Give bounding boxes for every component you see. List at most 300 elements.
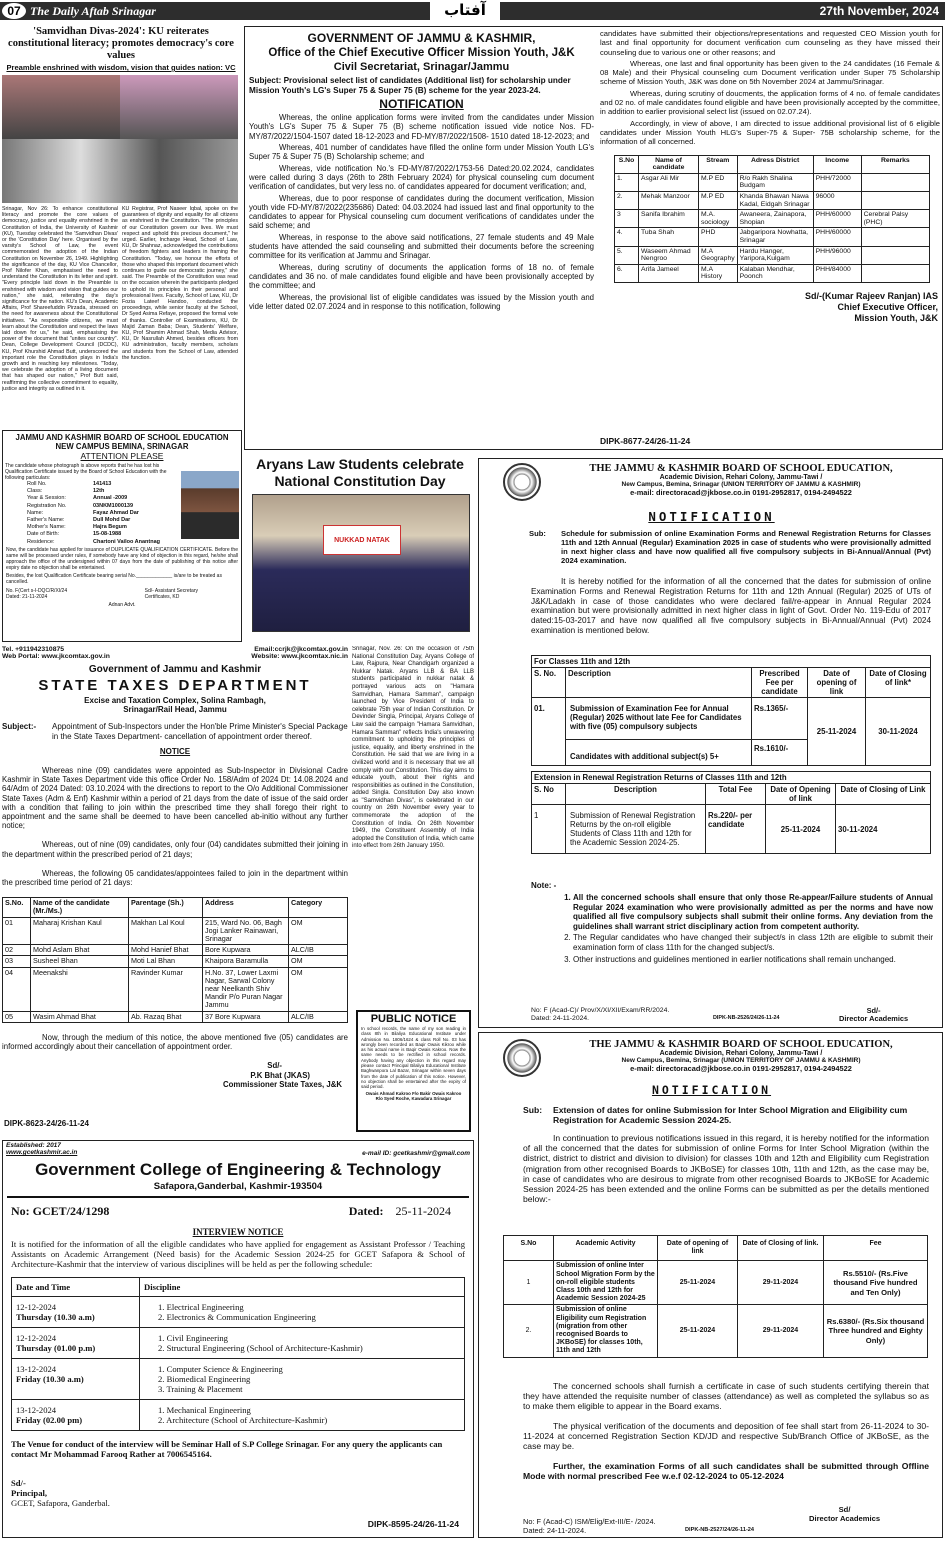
- cell: 2.: [504, 1305, 554, 1357]
- cell: PHD: [699, 228, 738, 246]
- ku-article-col2: KU Registrar, Prof Naseer Iqbal, spoke on the guarantees of dignity and equality for all citizens as enshrined in the Constitution. "The principles of our Constitution govern our lives. We must respect and uphold this precious document," he urged. Earlier, Incharge Head, School of Law, KU, Dr Shahnaz, acknowledged the contributions of freedom fighters and leaders in framing the Constitution. "Today, we honour the efforts of those who shaped this important document which continues to guide our democratic journey," she said. The Preamble of the Constitution was read on the occasion wherein the participants pledged to uphold its principles in their personal and professional lives. Faculty, School of Law, KU, Dr Fozia Lateef Handoo, conducted the proceedings, while senior faculty at the School, Dr Syed Asima Refaye, proposed the formal vote of thanks. Controller of Examinations, KU, Dr Majid Zaman Baba; Dean, Students' Welfare, KU, Prof Shamim Ahmad Shah, Media Advisor, KU, Dr Nasrullah Ahmed, besides officers from KU administration, faculty members, scholars and students from the School of Law, attended the function.: [122, 206, 239, 361]
- gcet-email: e-mail ID: gcetkashmir@gmail.com: [362, 1150, 470, 1157]
- cell: PHH/96000: [813, 246, 861, 264]
- table-row: [504, 1261, 928, 1305]
- aryans-article-body: [352, 646, 474, 1002]
- cell: OM: [289, 917, 348, 945]
- ku-article-title: 'Samvidhan Divas-2024': KU reiterates constitutional literacy; promotes democracy's core values: [8, 26, 234, 61]
- table-header: Remarks: [861, 155, 929, 173]
- jka-adnan: Adnan Advt.: [108, 601, 136, 608]
- field-label: Registration No.: [27, 502, 67, 509]
- table-row: [12, 1400, 465, 1431]
- jb2-h2: Academic Division, Rehari Colony, Jammu-Tawi /: [659, 1050, 823, 1057]
- jb2-sub: Extension of dates for online Submission for Inter School Migration and Eligibility cum Registration for Academic Session 2024-25.: [553, 1105, 908, 1125]
- my-dipk: DIPK-8677-24/26-11-24: [600, 436, 691, 446]
- table-row: [12, 1328, 465, 1359]
- table-header: S. No: [532, 784, 566, 805]
- jkbose-migration-notice: [478, 1032, 943, 1538]
- cell: Maharaj Krishan Kaul: [31, 917, 129, 945]
- public-notice: [356, 1010, 471, 1132]
- cell: 30-11-2024: [866, 698, 931, 766]
- jb2-h4: e-mail: directoracad@jkbose.co.in 0191-2952817, 0194-2494522: [630, 1064, 852, 1073]
- gcet-date: 12-12-2024: [16, 1333, 57, 1343]
- cell: Makhan Lal Koul: [129, 917, 203, 945]
- cell: 29-11-2024: [738, 1305, 824, 1357]
- cell: Tuba Shah: [639, 228, 699, 246]
- cell: ALC/IB: [289, 945, 348, 956]
- table-row: [12, 1359, 465, 1400]
- table-header: Total Fee: [706, 784, 766, 805]
- aryans-photo: [252, 494, 470, 632]
- cell: [861, 191, 929, 209]
- cell: 4.: [615, 228, 639, 246]
- cell: Submission of Examination Fee for Annual (Regular) 2025 without late Fee for Candidates with five (05) compulsory subjects: [566, 698, 752, 740]
- jb1-dipk: DIPK-NB-2526/24/26-11-24: [713, 1015, 780, 1021]
- cell: Waseem Ahmad Nengroo: [639, 246, 699, 264]
- table-row: [615, 191, 930, 209]
- cell: [861, 228, 929, 246]
- table-row: [532, 698, 931, 740]
- cell: Mehak Manzoor: [639, 191, 699, 209]
- table-row: [615, 246, 930, 264]
- jka-intro: The candidate whose photograph is above reports that he has lost his Qualification Certificate issued by the Board of School Education with the following particulars:: [5, 463, 167, 481]
- table-row: [3, 967, 348, 1011]
- ku-event-photo: [2, 75, 238, 203]
- jka-sd: Sd/- Assistant Secretary: [144, 587, 198, 594]
- table-header-row: [504, 1236, 928, 1261]
- cell: 29-11-2024: [738, 1261, 824, 1305]
- my-right-para: Whereas, during scrutiny of doucments, the application forms of 4 no. of female candidates and 02 no. of male candidates found eligible and have been provisionally accepted by the committee, in addition to earlier provisional select list (issued on 02.07.24).: [600, 88, 940, 117]
- cell: 2.: [615, 191, 639, 209]
- gcet-discipline: 2. Electronics & Communication Engineering: [158, 1312, 316, 1322]
- ku-article-col1: Srinagar, Nov 26: To enhance constitutional literacy and promote the core values of democracy, justice and equality enshrined in the Constitution of India, the University of Kashmir (KU), Tuesday celebrated the 'Samvidhan Divas' or the 'Constitution Day' here. Organised by the varsity's School of Law, the event commemorated the adoption of the Indian Constitution on November 26, 1949. Highlighting the significance of the day, KU Vice Chancellor, Prof Nilofer Khan, emphasised the need to understand the Constitution in its letter and spirit. "Every principle laid down in the Preamble is enshrined with wisdom and vision that guides our nation," she said, reiterating the day's significance for the nation. KU's Dean, Academic Affairs, Prof Shareefuddin Pirzada, stressed on the need for awareness about the Constitutional initiatives. "As responsible citizens, we must learn about the Constitution and respect the laws laid down for us," he said, emphasising the power of the document that "unites our country". Dean, College Development Council (DCDC), KU, Prof Khurshid Ahmad Butt, underscored the important role the Constitution plays in India's growth and in reaching key milestones. "Today, we celebrate the adoption of a living document that has shaped our nation," Prof Butt said, reaffirming the collective commitment to equality, justice and integrity as outlined in it.: [2, 206, 118, 392]
- st-sign: P.K Bhat (JKAS): [250, 1070, 310, 1080]
- gcet-date: 13-12-2024: [16, 1364, 57, 1374]
- pn-sign: Owais Ahmad Kakroo F/o Bakir Owais Kakroo: [365, 1090, 462, 1096]
- my-h3: Civil Secretariat, Srinagar/Jammu: [333, 61, 510, 73]
- my-para: Whereas, the provisional list of eligible candidates was issued by the Mission youth and vide letter dated 02.07.2024 and in response to this notification, following: [249, 292, 594, 311]
- table-header-row: [532, 668, 931, 698]
- cell: 37 Bore Kupwara: [203, 1011, 289, 1022]
- my-paras: [249, 113, 594, 311]
- gcet-discipline: 2. Architecture (School of Architecture-Kashmir): [158, 1415, 328, 1425]
- gcet-title: Government College of Engineering & Technology: [35, 1160, 441, 1179]
- field-value: 15-08-1988: [93, 531, 122, 538]
- table-header: Description: [566, 668, 752, 698]
- cell: Kalaban Mendhar, Poonch: [737, 264, 813, 282]
- aryans-body: Srinagar, Nov. 26: On the occasion of 75th National Constitution Day, Aryans College of Law, Rajpura, Near Chandigarh organized a Nukkar Natak. Aryans LLB & BA LLB students participated in nukkar natak & portrayed various acts on "Hamara Samvidhan, Hamara Samman", campaign launched by Vice President of India to celebrate 75th year of Indian Constitution. Dr Devinder Singla, Principal, Aryans College of Law said the campaign "Hamara Samvidhan, Hamara Samman" reflects India's unwavering commitment to upholding the principles of justice, equality, and liberty enshrined in the Constitution. He said that we are living in a civilized world and it is necessary that we all comply with our Constitution. This day aims to educate youth, about their rights and responsibilities as outlined in the Constitution, added Singla. Constitution Day also known as "Samvidhan Divas", is celebrated in our country on 26th November every year to commemorate the adoption of the Constitution of India. On 26th November 1949, the Constituent Assembly of India adopted the Constitution of India, which came into effect from 26th January 1950.: [352, 646, 474, 850]
- jkbose-logo: [503, 1039, 541, 1077]
- gcet-time: Friday (02.00 pm): [16, 1415, 83, 1425]
- cell: 25-11-2024: [658, 1261, 738, 1305]
- cell: [861, 173, 929, 191]
- jb2-no: No: F (Acad-C) ISM/Elig/Ext-III/E- /2024.: [523, 1517, 656, 1526]
- cell: Rs.6380/- (Rs.Six thousand Three hundred and Eighty Only): [824, 1305, 928, 1357]
- st-p4: Now, through the medium of this notice, the above mentioned five (05) candidates are informed accordingly about their cancellation of appointment order.: [2, 1032, 348, 1052]
- table-header: S.No.: [3, 898, 31, 917]
- st-h1: Government of Jammu and Kashmir: [88, 664, 262, 675]
- table-header: Discipline: [140, 1278, 465, 1297]
- st-website: Website: www.jkcomtax.nic.in: [251, 653, 348, 660]
- jb2-h1: THE JAMMU & KASHMIR BOARD OF SCHOOL EDUCATION,: [589, 1039, 893, 1050]
- jkbose-attention-notice: [2, 430, 242, 642]
- my-para: Whereas, 401 number of candidates have filled the online form under Mission Youth LG's Super 75 & Super 75 (B) Scholarship scheme; and: [249, 143, 594, 162]
- cell: Mohd Hanief Bhat: [129, 945, 203, 956]
- cell: 1: [532, 805, 566, 854]
- my-para: Whereas, due to poor response of candidates during the document verification, Mission youth vide FD-MY/87/2022(235686) Dated: 04.03.2024 had issued last and final opportunity to the candidates to appear for Physical counseling cum document verifications of candidates under the said scheme; and: [249, 193, 594, 231]
- jb1-table2: [531, 771, 931, 854]
- ku-article-subtitle: Preamble enshrined with wisdom, vision that guides nation: VC: [6, 63, 236, 72]
- table-caption: Extension in Renewal Registration Returns of Classes 11th and 12th: [532, 772, 931, 784]
- jb2-sd: Sd/: [838, 1505, 851, 1514]
- field-label: Date of Birth:: [27, 531, 60, 538]
- jkbose-exam-notice: [478, 458, 943, 1028]
- my-sign1: Sd/-(Kumar Rajeev Ranjan) IAS: [804, 290, 938, 301]
- aryans-title: Aryans Law Students celebrate National Constitution Day: [256, 456, 464, 489]
- paper-logo: آفتاب: [430, 0, 500, 22]
- my-notification-title: NOTIFICATION: [379, 97, 464, 112]
- cell: M.A. sociology: [699, 210, 738, 228]
- table-header: S. No.: [532, 668, 566, 698]
- jka-h3: ATTENTION PLEASE: [80, 451, 164, 461]
- my-para: Whereas, in response to the above said notifications, 27 female students and 49 Male students have attended the said counseling and submitted their documents before the screening committee for its verification at Jammu and Srinagar.: [249, 232, 594, 261]
- table-row: [3, 945, 348, 956]
- table-header-row: [615, 155, 930, 173]
- field-value: 141413: [93, 481, 112, 487]
- field-label: Residence:: [27, 538, 55, 545]
- pn-body: In school records, the name of my son reading in class 8th in Bilaliya Educational Institute under Admission No. 1806/1624 & class Roll No. 03 has wrongly been recorded as Baqir Owais Kikroo while as his actual name is Baqir Owais Kakroo. Now the same needs to be rectified in school records. Anybody having any objection in this regard may please contact Principal Bilaliya Educational Institute Baghwanpora Lal Bazar, Srinagar within seven days from the date of publication of this notice. However, no objection shall be entertained after the expiry of said period.: [361, 1026, 466, 1090]
- table-header: Name of candidate: [639, 155, 699, 173]
- field-value: Annual -2009: [93, 495, 128, 502]
- st-sign2: Commissioner State Taxes, J&K: [222, 1080, 342, 1090]
- cell: Cerebral Palsy (PHC): [861, 210, 929, 228]
- gcet-dipk: DIPK-8595-24/26-11-24: [367, 1519, 459, 1529]
- gcet-discipline: 1. Electrical Engineering: [158, 1302, 244, 1312]
- jb1-notes: [561, 893, 933, 964]
- aryans-banner-text: NUKKAD NATAK: [334, 537, 390, 544]
- st-h4: Srinagar/Rail Head, Jammu: [123, 705, 227, 714]
- cell: 25-11-2024: [658, 1305, 738, 1357]
- gcet-notice-title: INTERVIEW NOTICE: [192, 1227, 284, 1237]
- gcet-sign2: GCET, Safapora, Ganderbal.: [11, 1497, 110, 1508]
- gcet-discipline: 1. Mechanical Engineering: [158, 1405, 251, 1415]
- jb2-sub-label: Sub:: [523, 1105, 543, 1115]
- cell: Rs.1365/-: [752, 698, 808, 740]
- gcet-notice: [2, 1140, 474, 1538]
- my-para: Whereas, during scrutiny of documents the application forms of 18 no. of female candidates and 36 no. of male candidates found eligible and have been provisionally accepted by the committee; and: [249, 262, 594, 291]
- gcet-venue: The Venue for conduct of the interview will be Seminar Hall of S.P College Srinagar. For any query the applicants can contact Mr Mohammad Farooq Rather at 7006545164.: [11, 1439, 443, 1460]
- cell: [861, 246, 929, 264]
- cell: Arifa Jameel: [639, 264, 699, 282]
- table-row: [615, 173, 930, 191]
- table-header-row: [3, 898, 348, 917]
- my-subject: Subject: Provisional select list of candidates (Additional list) for scholarship under Mission Youth's LG's Super 75 & Super 75 (B) scheme for the year 2023-24.: [249, 76, 571, 95]
- aryans-article: [246, 454, 474, 644]
- table-header: Date of opening of link: [658, 1236, 738, 1261]
- table-row: [615, 264, 930, 282]
- field-label: Father's Name:: [27, 517, 65, 524]
- cell: Submission of online Inter School Migration Form by the on-roll eligible students Class 10th and 12th for Academic Session 2024-25: [554, 1261, 658, 1305]
- cell: Awaneera, Zainapora, Shopian: [737, 210, 813, 228]
- st-tel: Tel. +911942310875: [2, 646, 65, 653]
- jka-body: Now, the candidate has applied for issuance of DUPLICATE QUALIFICATION CERTIFICATE. Before the same will be processed under rules, if somebody have any kind of objection in this regard, he/she shall approach the office of the undersigned within 07 days from the date of publishing of this notice after expiry date no objection shall be entertained.: [6, 546, 238, 571]
- table-header-row: [12, 1278, 465, 1297]
- field-label: Class:: [27, 488, 43, 495]
- field-label: Mother's Name:: [27, 524, 66, 531]
- table-row: [532, 805, 931, 854]
- cell: Rs.1610/-: [752, 740, 808, 766]
- jb1-sd: Sd/-: [866, 1006, 881, 1015]
- st-subject: Appointment of Sub-Inspectors under the Hon'ble Prime Minister's Special Package in the State Taxes Department- cancellation of appointment order thereof.: [52, 722, 348, 741]
- my-right-para: candidates have submitted their objections/representations and requested CEO Mission youth for last and final opportunity for document verification cum counseling as they have missed their counseling due to various one or other reasons; and: [600, 29, 940, 57]
- my-para: Whereas, vide notification No.'s FD-MY/87/2022/1753-56 Dated:20.02.2024, candidates were called during 3 days (26th to 28th February 2024) for physical counseling cum document verification of candidates, but very less no. of candidates appeared for document verification; and,: [249, 163, 594, 192]
- cell: ALC/IB: [289, 1011, 348, 1022]
- jb1-note: 1. All the concerned schools shall ensure that only those Re-appear/Failure students of Annual Regular 2024 examination who were provisionally admitted as per the norms and have now qualified all five compulsory subjects shall submit their online forms. Any deviation from the guidelines shall warrant strict disciplinary action from competent authority.: [573, 893, 933, 931]
- gcet-web: www.gcetkashmir.ac.in: [6, 1149, 78, 1156]
- table-header: Fee: [824, 1236, 928, 1261]
- cell: 1: [504, 1261, 554, 1305]
- cell: 25-11-2024: [808, 698, 866, 766]
- jb1-table1: [531, 655, 931, 766]
- jb1-no: No: F (Acad-C)/ Prov/X/XI/XII/Exam/RR/2024.: [531, 1007, 670, 1014]
- jb1-sub: Schedule for submission of online Examination Forms and Renewal Registration Returns for Classes 11th and 12th Annual (Regular) Examination 2025 in case of students who were provisionally admitted in next higher class and have now qualified all five compulsory subjects in Bi-Annual/Annual (Pvt) 2024 examination.: [561, 529, 931, 565]
- my-h1: GOVERNMENT OF JAMMU & KASHMIR,: [307, 31, 536, 45]
- jb2-table: [503, 1235, 928, 1358]
- st-p1: Whereas nine (09) candidates were appointed as Sub-Inspector in Divisional Cadre Kashmir in State Taxes Department vide this office Order No. 158/Adm of 2024 Dt: 14.08.2024 and 64/Adm of 2024 Dated: 03.10.2024 with the directions to report to the O/o Additional Commissioner State Taxes (Adm & Enf) Kashmir within a period of 21 days from the date of issue of the said order with a condition that failing to join within the prescribed time they shall forego their right to appointment and the same shall be deemed to have been cancelled ab-initio without any further notice;: [2, 766, 348, 831]
- st-candidates-table: [2, 897, 348, 1023]
- field-label: Year & Session:: [27, 495, 66, 502]
- cell: Khanda Bhawan Nawa Kadal, Eidgah Srinagar: [737, 191, 813, 209]
- cell: 01.: [532, 698, 566, 766]
- table-header: Stream: [699, 155, 738, 173]
- cell: PHH/60000: [813, 228, 861, 246]
- cell: M.A History: [699, 264, 738, 282]
- cell: 1.: [615, 173, 639, 191]
- cell: Rs.220/- per candidate: [706, 805, 766, 854]
- jb2-h3: New Campus, Bemina, Srinagar (UNION TERRITORY OF JAMMU & KASHMIR): [621, 1057, 861, 1064]
- cell: Ravinder Kumar: [129, 967, 203, 1011]
- jka-no: No. F(Cert s-I-DQC/R/XI/24: [6, 587, 68, 594]
- st-h3: Excise and Taxation Complex, Solina Rambagh,: [84, 696, 266, 705]
- my-sign2: Chief Executive Officer,: [837, 301, 938, 312]
- cell: Wasim Ahmad Bhat: [31, 1011, 129, 1022]
- gcet-date: 12-12-2024: [16, 1302, 57, 1312]
- table-header: Category: [289, 898, 348, 917]
- gcet-time: Thursday (01.00 p.m): [16, 1343, 96, 1353]
- paper-name: The Daily Aftab Srinagar: [30, 4, 156, 18]
- jb1-dated: Dated: 24-11-2024.: [531, 1015, 590, 1022]
- cell: Rs.5510/- (Rs.Five thousand Five hundred and Ten Only): [824, 1261, 928, 1305]
- field-label: Roll No.: [27, 481, 47, 487]
- st-notice-title: NOTICE: [159, 747, 191, 756]
- gcet-discipline: 1. Civil Engineering: [158, 1333, 228, 1343]
- pn-title: PUBLIC NOTICE: [370, 1013, 457, 1025]
- table-header: Academic Activity: [554, 1236, 658, 1261]
- gcet-dated-label: Dated:: [348, 1204, 384, 1218]
- st-subject-label: Subject:-: [2, 722, 37, 731]
- field-value: 03NKM1000139: [93, 502, 134, 509]
- gcet-sd: Sd/-: [11, 1477, 26, 1488]
- jb1-body: It is hereby notified for the information of all the concerned that the dates for submission of online Examination Forms and Renewal Registration Returns for 11th and 12th Annual (Regular) 2025 of UTs of J&K/Ladakh in case of those candidates who were declared fail/re-appear in Annual Regular 2024 examination but were provisionally admitted in next higher class in light of Govt. Order No. 119-Edu of 2017 dated:15-03-2017 and have now qualified all five compulsory subjects in Bi-Annual/Annual (Pvt) 2024 examination is mentioned below.: [531, 577, 931, 635]
- jb1-h1: THE JAMMU & KASHMIR BOARD OF SCHOOL EDUCATION,: [589, 463, 893, 474]
- field-value: Chartoni Vailoo Anantnag: [93, 538, 161, 545]
- table-header: Date of opening of link: [808, 668, 866, 698]
- cell: 01: [3, 917, 31, 945]
- candidate-photo: [181, 471, 239, 539]
- jb1-h3: New Campus, Bemina, Srinagar (UNION TERRITORY OF JAMMU & KASHMIR): [621, 481, 861, 488]
- cell: PHH/84000: [813, 264, 861, 282]
- jka-h1: JAMMU AND KASHMIR BOARD OF SCHOOL EDUCATION: [15, 433, 229, 442]
- table-row: [504, 1305, 928, 1357]
- jb1-note-label: Note: -: [531, 881, 557, 890]
- pn-addr: R/o Syed Roche, Kawadara Srinagar: [375, 1096, 452, 1102]
- table-row: [3, 1011, 348, 1022]
- jb2-sign: Director Academics: [809, 1514, 881, 1523]
- cell: Sanifa Ibrahim: [639, 210, 699, 228]
- cell: 5.: [615, 246, 639, 264]
- gcet-discipline: 3. Training & Placement: [158, 1384, 243, 1394]
- masthead: [0, 0, 945, 22]
- paper-date: 27th November, 2024: [819, 4, 939, 18]
- st-dipk: DIPK-8623-24/26-11-24: [4, 1119, 89, 1128]
- table-header: Date of Closing of Link: [836, 784, 931, 805]
- cell: Ab. Razaq Bhat: [129, 1011, 203, 1022]
- state-taxes-notice: [2, 646, 348, 1132]
- gcet-time: Friday (10.30 a.m): [16, 1374, 84, 1384]
- cell: Submission of online Eligibility cum Registration (migration from other recognised Boards to JKBoSE) for classes 10th, 11th and 12th: [554, 1305, 658, 1357]
- gcet-date: 13-12-2024: [16, 1405, 57, 1415]
- page-number: 07: [2, 3, 26, 19]
- jb2-p1: The concerned schools shall furnish a certificate in case of such students certifying therein that they have attended the requisite number of classes (attendance) as well as completed the syllabus so as to make them eligible to appear in the Board exams.: [523, 1381, 929, 1412]
- cell: 02: [3, 945, 31, 956]
- gcet-discipline: 2. Structural Engineering (School of Architecture-Kashmir): [158, 1343, 363, 1353]
- jb2-body: In continuation to previous notifications issued in this regard, it is hereby notified for the information of all the concerned that the dates for submission of online Forms for Inter School Migration (within the district, district to district and division to division) for classes 10th and 12th and Eligibility cum Registration (migration from other recognised Boards to JKBoSE) for classes 10th, 11th and 12th, as the case may be, in case of candidates who are desirous to migrate from other recognised Boards to JKBoSE for Academic Session 2024-25 has been extended and the online Forms can be submitted as per the details mentioned below:-: [523, 1133, 929, 1205]
- cell: Jabgaripora Nowhatta, Srinagar: [737, 228, 813, 246]
- jb2-dipk: DIPK-NB-2527/24/26-11-24: [685, 1527, 755, 1533]
- cell: M.P ED: [699, 173, 738, 191]
- jb1-h4: e-mail: directoracad@jkbose.co.in 0191-2952817, 0194-2494522: [630, 488, 852, 497]
- cell: 6.: [615, 264, 639, 282]
- cell: 3: [615, 210, 639, 228]
- gcet-time: Thursday (10.30 a.m): [16, 1312, 95, 1322]
- gcet-addr: Safapora,Ganderbal, Kashmir-193504: [153, 1181, 323, 1192]
- table-header-row: [532, 784, 931, 805]
- cell: Susheel Bhan: [31, 956, 129, 967]
- table-header: Description: [566, 784, 706, 805]
- cell: OM: [289, 956, 348, 967]
- st-p2: Whereas, out of nine (09) candidates, only four (04) candidates submitted their joining in the department within the prescribed period of 21 days;: [2, 840, 348, 859]
- cell: PHH/60000: [813, 210, 861, 228]
- table-header: Prescribed Fee per candidate: [752, 668, 808, 698]
- gcet-dated: 25-11-2024: [395, 1204, 451, 1218]
- my-right-para: Whereas, one last and final opportunity has been given to the 24 candidates (16 Female & 08 Male) and their Physical counseling cum Document verification under Super 75 Scholarship scheme of Mission Youth, J&K was done on 5th November 2024 at Jammu/Srinagar.: [600, 58, 940, 87]
- my-para: Whereas, the online application forms were invited from the candidates under Mission Youth's LG's Super 75 & Super 75 (B) scheme notification issued vide notice Nos. FD-MY/87/2022/1504-1507 dated 18-12-2023 and FD-MY/87/2022/1508- 1510 dated 18-12-2023; and: [249, 113, 594, 141]
- st-p3: Whereas, the following 05 candidates/appointees failed to join in the department within the prescribed time period of 21 days:: [2, 868, 348, 888]
- field-value: Dull Mohd Dar: [93, 517, 131, 524]
- cell: OM: [289, 967, 348, 1011]
- my-right-para: Accordingly, in view of above, I am directed to issue additional provisional list of 6 eligible candidates under Mission Youth HLG's Super-75 & Super- 75B scholarship scheme, for the information of all concerned.: [600, 118, 940, 147]
- cell: 96000: [813, 191, 861, 209]
- cell: Asgar Ali Mir: [639, 173, 699, 191]
- table-row: [615, 228, 930, 246]
- jb1-note: 3. Other instructions and guidelines mentioned in earlier notifications shall remain unchanged.: [573, 955, 933, 965]
- table-header: Date of Closing of link*: [866, 668, 931, 698]
- jb2-p3: Further, the examination Forms of all such candidates shall be submitted through Offline Mode with normal prescribed Fee w.e.f 02-12-2024 to 05-12-2024: [523, 1461, 929, 1482]
- field-value: 12th: [93, 488, 105, 495]
- my-h2: Office of the Chief Executive Officer Mission Youth, J&K: [268, 47, 575, 59]
- st-web: Web Portal: www.jkcomtax.gov.in: [2, 653, 110, 660]
- cell: Submission of Renewal Registration Returns by the on-roll eligible Students of Class 11th and 12th for the Academic Session 2024-25.: [566, 805, 706, 854]
- jb1-sub-label: Sub:: [529, 529, 546, 538]
- cell: Bore Kupwara: [203, 945, 289, 956]
- cell: 215, Ward No. 06, Bagh Jogi Lanker Rainawari, Srinagar: [203, 917, 289, 945]
- table-header: Adress District: [737, 155, 813, 173]
- jb2-notif: NOTIFICATION: [651, 1083, 772, 1097]
- cell: M.P ED: [699, 191, 738, 209]
- table-caption: For Classes 11th and 12th: [532, 656, 931, 668]
- cell: Mohd Aslam Bhat: [31, 945, 129, 956]
- gcet-est: Established: 2017: [6, 1142, 61, 1149]
- jka-sd2: Certificates, KD: [144, 593, 180, 600]
- gcet-discipline: 2. Biomedical Engineering: [158, 1374, 251, 1384]
- cell: 05: [3, 1011, 31, 1022]
- table-header: S.No: [615, 155, 639, 173]
- table-row: [615, 210, 930, 228]
- table-header: S.No: [504, 1236, 554, 1261]
- gcet-body: It is notified for the information of all the eligible candidates who have applied for engagement as Assistant Professor / Teaching Assistants on Academic Arrangement (Need basis) for the Academic Session 2024-25 for GCET Safapora & School of Architecture-Kashmir that the interview of various disciplines will be held as per the following schedule:: [11, 1239, 465, 1269]
- gcet-discipline: 1. Computer Science & Engineering: [158, 1364, 283, 1374]
- masthead-bar: [0, 2, 945, 20]
- jka-body2: Besides, the lost Qualification Certificate bearing serial No._____________ is/are to be treated as cancelled.: [6, 572, 222, 585]
- st-h2: STATE TAXES DEPARTMENT: [38, 677, 312, 694]
- cell: Moti Lal Bhan: [129, 956, 203, 967]
- jka-h2: NEW CAMPUS BEMINA, SRINAGAR: [55, 442, 189, 451]
- aryans-banner: [323, 525, 401, 555]
- my-candidates-table: [614, 155, 930, 283]
- table-header: Date and Time: [12, 1278, 140, 1297]
- table-row: [3, 917, 348, 945]
- cell: 25-11-2024: [766, 805, 836, 854]
- jb1-sign: Director Academics: [839, 1014, 909, 1023]
- cell: PHH/72000: [813, 173, 861, 191]
- jb1-notif: NOTIFICATION: [648, 509, 775, 524]
- jb2-dated: Dated: 24-11-2024.: [523, 1526, 587, 1535]
- field-label: Name:: [27, 509, 44, 516]
- table-header: Date of Opening of link: [766, 784, 836, 805]
- cell: [861, 264, 929, 282]
- jb2-p2: The physical verification of the documents and deposition of fee shall start from 26-11-2024 to 30-11-2024 at concerned Registration Section KD/JD and respective Sub/Branch Office of JKBoSE, as the case may be.: [523, 1421, 929, 1452]
- table-header: Income: [813, 155, 861, 173]
- jb1-h2: Academic Division, Rehari Colony, Jammu-Tawi /: [659, 474, 823, 481]
- st-sd: Sd/-: [267, 1061, 282, 1071]
- jb1-note: 2. The Regular candidates who have changed their subject/s in class 12th are eligible to submit their examination form of class 11th for the changed subject/s.: [573, 933, 933, 952]
- cell: 30-11-2024: [836, 805, 931, 854]
- cell: M.A Geography: [699, 246, 738, 264]
- cell: 04: [3, 967, 31, 1011]
- cell: Meenakshi: [31, 967, 129, 1011]
- table-header: Name of the candidate (Mr./Ms.): [31, 898, 129, 917]
- field-value: Fayaz Ahmad Dar: [93, 509, 139, 516]
- my-sign3: Mission Youth, J&K: [854, 312, 938, 323]
- table-row: [12, 1297, 465, 1328]
- cell: Khaipora Baramulla: [203, 956, 289, 967]
- cell: Hardu Hanger, Yaripora,Kulgam: [737, 246, 813, 264]
- cell: 03: [3, 956, 31, 967]
- gcet-no: No: GCET/24/1298: [11, 1204, 110, 1218]
- mission-youth-notice: [244, 26, 943, 450]
- gcet-sign: Principal,: [11, 1487, 48, 1498]
- gcet-schedule-table: [11, 1277, 465, 1431]
